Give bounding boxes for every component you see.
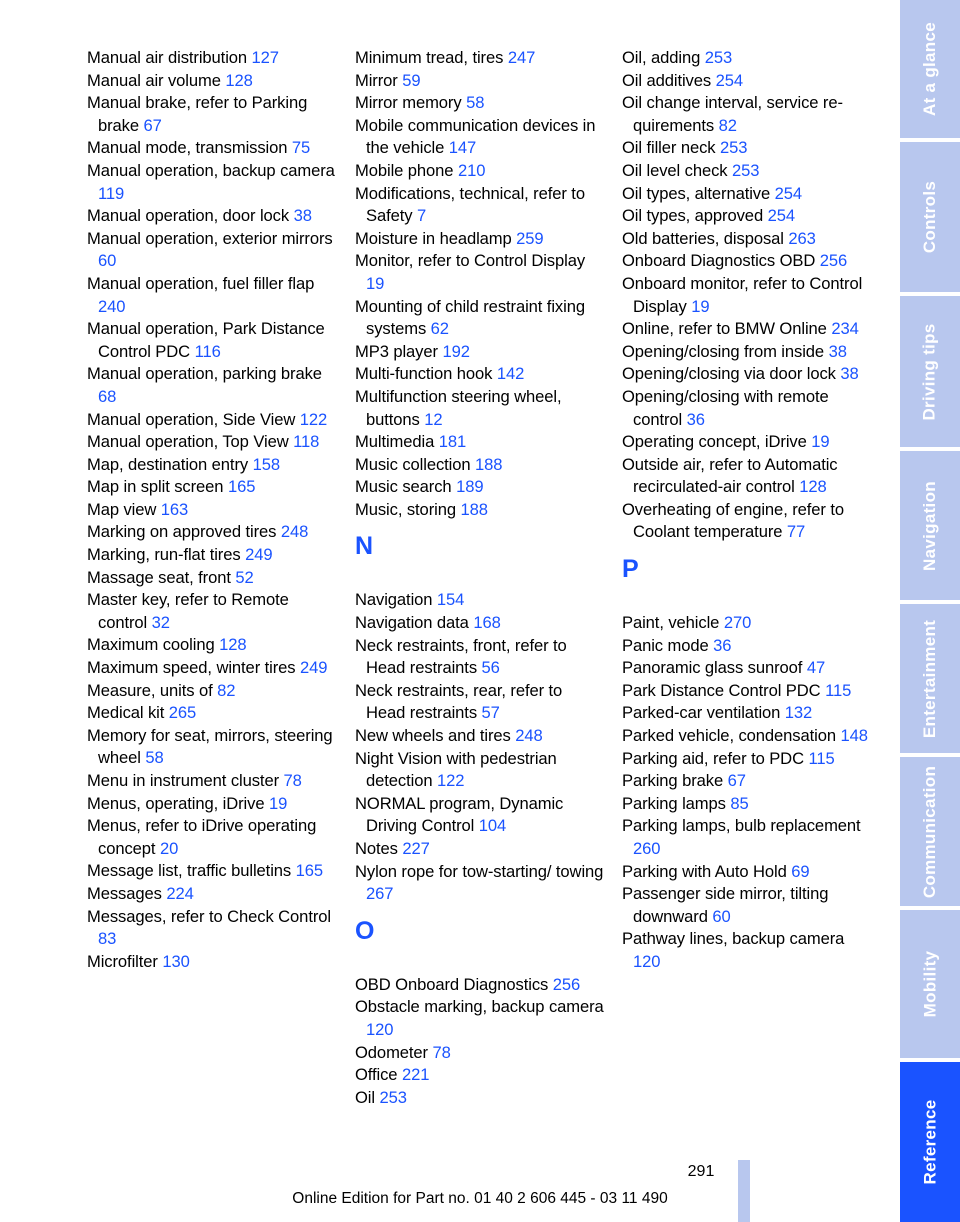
page-reference-link[interactable]: 36	[713, 635, 732, 655]
page-reference-link[interactable]: 104	[478, 816, 507, 836]
index-entry-term: Oil filler neck	[622, 138, 720, 158]
index-entry	[622, 160, 872, 183]
page-reference-link[interactable]: 253	[732, 160, 760, 180]
page-reference-link[interactable]: 82	[217, 680, 236, 700]
index-entry-term: Manual operation, fuel filler flap	[87, 273, 315, 293]
index-entry	[355, 160, 605, 183]
index-entry	[87, 883, 337, 906]
index-entry	[87, 47, 337, 70]
index-entry	[622, 386, 872, 431]
index-entry-term: Park Distance Control PDC	[622, 680, 826, 700]
index-entry	[87, 137, 337, 160]
index-entry	[87, 521, 337, 544]
index-entry-term: Multi-function hook	[355, 364, 497, 384]
page-reference-link[interactable]: 67	[727, 771, 746, 791]
page-reference-link[interactable]: 130	[162, 951, 190, 971]
index-entry-term: Mirror	[355, 70, 403, 90]
index-column-1	[87, 47, 337, 973]
page-reference-link[interactable]: 20	[159, 838, 179, 858]
index-entry-term: Nylon rope for tow-starting/ towing	[355, 861, 604, 881]
page-reference-link[interactable]: 19	[366, 273, 385, 293]
index-entry-term: Office	[355, 1065, 402, 1085]
index-entry-term: Music search	[355, 477, 457, 497]
page-reference-link[interactable]: 32	[151, 612, 170, 632]
page-reference-link[interactable]: 188	[460, 499, 488, 519]
page-reference-link[interactable]: 221	[401, 1065, 430, 1085]
page-reference-link[interactable]: 67	[143, 115, 162, 135]
index-entry	[87, 70, 337, 93]
page-reference-link[interactable]: 59	[402, 70, 421, 90]
index-entry	[87, 951, 337, 974]
tab-label: Entertainment	[920, 619, 940, 738]
index-entry	[622, 793, 872, 816]
index-entry-term: Map, destination entry	[87, 454, 253, 474]
index-entry-term: Monitor, refer to Control Display	[355, 251, 586, 271]
page-reference-link[interactable]: 120	[366, 1019, 394, 1039]
index-entry	[87, 567, 337, 590]
index-entry-term: Messages, refer to Check Control	[87, 906, 331, 926]
index-entry-term: Menu in instrument cluster	[87, 771, 284, 790]
index-entry-term: Odometer	[355, 1042, 433, 1062]
page-reference-link[interactable]: 75	[291, 138, 311, 158]
index-entry-term: Opening/closing from inside	[622, 341, 829, 361]
index-entry	[622, 680, 872, 703]
index-entry	[355, 589, 605, 612]
index-entry	[87, 92, 337, 137]
index-entry	[355, 183, 605, 228]
index-entry-term: Mobile phone	[355, 160, 458, 180]
page-reference-link[interactable]: 240	[98, 296, 126, 316]
index-entry-term: Moisture in headlamp	[355, 228, 517, 248]
index-entry	[355, 386, 605, 431]
page-reference-link[interactable]: 270	[723, 613, 752, 633]
index-entry	[87, 906, 337, 951]
index-entry	[622, 748, 872, 771]
index-entry	[622, 183, 872, 206]
index-entry	[87, 409, 337, 432]
index-entry	[87, 228, 337, 273]
tab-label: Navigation	[920, 480, 939, 571]
index-entry-term: Multimedia	[355, 432, 439, 452]
index-entry	[87, 431, 337, 454]
page-reference-link[interactable]: 142	[496, 364, 525, 384]
index-entry-term: Paint, vehicle	[622, 613, 724, 633]
index-entry-term: Minimum tread, tires	[355, 48, 508, 67]
page-number: 291	[687, 1163, 715, 1180]
index-entry-term: Parking aid, refer to PDC	[622, 748, 809, 768]
index-entry-term: Night Vision with pedestrian detection	[355, 748, 557, 791]
index-entry	[622, 431, 872, 454]
page-reference-link[interactable]: 68	[98, 386, 117, 406]
tab-entertainment[interactable]	[900, 604, 960, 753]
page-reference-link[interactable]: 119	[98, 183, 125, 203]
index-entry-term: Online, refer to BMW Online	[622, 319, 832, 339]
index-entry-term: Modifications, technical, refer to Safety	[355, 183, 585, 226]
page-reference-link[interactable]: 267	[366, 884, 394, 904]
page-reference-link[interactable]: 148	[840, 726, 868, 746]
index-entry-term: Menus, operating, iDrive	[87, 793, 269, 813]
index-entry	[622, 205, 872, 228]
page-reference-link[interactable]: 122	[436, 771, 465, 791]
index-entry	[87, 318, 337, 363]
index-entry	[355, 363, 605, 386]
page-reference-link[interactable]: 181	[438, 432, 467, 452]
page-reference-link[interactable]: 38	[840, 364, 859, 384]
page-reference-link[interactable]: 82	[718, 115, 737, 135]
index-entry-term: Parking with Auto Hold	[622, 861, 792, 881]
tab-navigation[interactable]	[900, 451, 960, 600]
index-entry-term: Neck restraints, rear, refer to Head restraints	[355, 680, 563, 723]
index-entry-term: Mounting of child restraint fixing systems	[355, 296, 585, 339]
index-entry-term: Oil level check	[622, 160, 732, 180]
page-reference-link[interactable]: 69	[791, 861, 810, 881]
index-entry	[355, 1042, 605, 1065]
index-entry	[87, 860, 337, 883]
page-reference-link[interactable]: 224	[166, 883, 194, 903]
index-entry-term: Outside air, refer to Automatic recirculated-air control	[622, 454, 838, 497]
index-entry-term: Maximum speed, winter tires	[87, 658, 300, 678]
page-reference-link[interactable]: 120	[633, 951, 661, 971]
page-reference-link[interactable]: 127	[251, 48, 279, 67]
index-entry-term: Manual air volume	[87, 70, 226, 90]
page-reference-link[interactable]: 227	[402, 839, 430, 858]
index-entry	[355, 47, 605, 70]
tab-label: At a glance	[920, 22, 939, 116]
tab-mobility[interactable]	[900, 910, 960, 1058]
index-entry	[622, 318, 872, 341]
index-entry	[87, 205, 337, 228]
index-entry-term: Manual operation, Side View	[87, 409, 300, 429]
index-column-3	[622, 47, 872, 974]
index-entry-term: Manual operation, parking brake	[87, 364, 322, 384]
index-entry	[355, 70, 605, 93]
page-reference-link[interactable]: 77	[786, 522, 806, 542]
index-entry	[622, 883, 872, 928]
page-reference-link[interactable]: 260	[633, 839, 661, 858]
page-reference-link[interactable]: 165	[227, 477, 256, 497]
index-entry	[622, 341, 872, 364]
page-reference-link[interactable]: 234	[831, 319, 859, 339]
index-entry	[622, 635, 872, 658]
index-entry-term: Oil types, approved	[622, 206, 768, 226]
index-entry	[355, 115, 605, 160]
index-column-2	[355, 47, 605, 1109]
page-reference-link[interactable]: 78	[283, 771, 302, 790]
page-reference-link[interactable]: 38	[293, 206, 312, 226]
index-entry	[355, 250, 605, 295]
index-entry-term: Parking brake	[622, 771, 728, 791]
index-entry-term: MP3 player	[355, 341, 443, 361]
index-entry	[622, 499, 872, 544]
page-reference-link[interactable]: 12	[424, 409, 443, 429]
index-entry	[355, 454, 605, 477]
section-letter-o: O	[355, 916, 375, 945]
index-entry-term: Manual operation, Top View	[87, 432, 294, 452]
index-entry	[622, 363, 872, 386]
page-reference-link[interactable]: 189	[456, 477, 484, 497]
index-entry-term: Oil additives	[622, 70, 716, 90]
page-reference-link[interactable]: 254	[767, 206, 795, 226]
page-reference-link[interactable]: 19	[691, 296, 710, 316]
index-entry	[622, 250, 872, 273]
index-entry-term: Manual operation, backup camera	[87, 160, 335, 180]
index-entry-term: Manual operation, exterior mirrors	[87, 228, 333, 248]
index-entry-term: Pathway lines, backup camera	[622, 929, 845, 949]
page-reference-link[interactable]: 249	[299, 658, 328, 678]
tab-communication[interactable]	[900, 757, 960, 906]
page-reference-link[interactable]: 263	[788, 228, 816, 248]
index-entry	[622, 137, 872, 160]
index-entry-term: Message list, traffic bulletins	[87, 861, 296, 881]
index-entry-term: Map in split screen	[87, 477, 228, 497]
index-entry-term: Messages	[87, 883, 167, 903]
index-entry	[355, 974, 605, 997]
page-reference-link[interactable]: 47	[806, 658, 826, 678]
index-entry-term: Microfilter	[87, 951, 163, 971]
page-reference-link[interactable]: 62	[430, 319, 449, 339]
index-entry-term: Parked-car ventilation	[622, 703, 785, 723]
page-reference-link[interactable]: 85	[730, 793, 749, 813]
index-entry	[622, 815, 872, 860]
page-reference-link[interactable]: 115	[825, 680, 852, 700]
section-letter-p: P	[622, 555, 639, 584]
page-reference-link[interactable]: 188	[475, 454, 503, 474]
page-reference-link[interactable]: 128	[225, 70, 253, 90]
page-reference-link[interactable]: 115	[808, 748, 835, 768]
page-reference-link[interactable]: 83	[98, 929, 117, 949]
index-entry	[622, 612, 872, 635]
index-entry	[87, 544, 337, 567]
index-entry	[355, 635, 605, 680]
page-reference-link[interactable]: 158	[252, 454, 280, 474]
index-entry-term: Oil types, alternative	[622, 183, 775, 203]
index-entry-term: New wheels and tires	[355, 726, 516, 746]
index-entry	[87, 634, 337, 657]
index-entry-term: Operating concept, iDrive	[622, 432, 812, 452]
page-reference-link[interactable]: 7	[416, 206, 427, 226]
page-reference-link[interactable]: 38	[828, 341, 847, 361]
index-entry	[355, 996, 605, 1041]
index-entry	[355, 296, 605, 341]
index-entry-term: Manual mode, transmission	[87, 138, 292, 158]
index-entry-term: Music collection	[355, 454, 476, 474]
page-reference-link[interactable]: 192	[442, 341, 470, 361]
index-entry-term: Maximum cooling	[87, 635, 220, 655]
index-entry	[355, 499, 605, 522]
index-entry	[355, 861, 605, 906]
index-entry	[87, 499, 337, 522]
index-entry-term: Medical kit	[87, 703, 169, 723]
index-entry-term: NORMAL program, Dynamic Driving Control	[355, 793, 564, 836]
index-entry	[355, 431, 605, 454]
index-entry	[622, 770, 872, 793]
tab-driving-tips[interactable]	[900, 296, 960, 447]
page-reference-link[interactable]: 248	[515, 726, 543, 746]
index-entry-term: Overheating of engine, refer to Coolant temperature	[622, 499, 844, 542]
index-entry-term: Manual air distribution	[87, 48, 252, 67]
page-reference-link[interactable]: 163	[160, 499, 189, 519]
index-entry	[355, 793, 605, 838]
index-entry	[622, 657, 872, 680]
page-reference-link[interactable]: 249	[245, 545, 273, 565]
index-entry-term: Oil change interval, service requirements	[622, 93, 844, 135]
index-entry	[87, 160, 337, 205]
page-reference-link[interactable]: 256	[552, 974, 581, 994]
index-entry-term: Navigation	[355, 590, 437, 610]
index-entry	[87, 793, 337, 816]
index-entry-term: Obstacle marking, backup camera	[355, 997, 604, 1017]
index-entry-term: Marking, run-flat tires	[87, 545, 246, 565]
page-reference-link[interactable]: 19	[268, 793, 288, 813]
index-entry	[87, 725, 337, 770]
index-entry-term: Panic mode	[622, 635, 714, 655]
index-entry	[622, 861, 872, 884]
index-entry-term: Mobile communication devices in the vehicle	[355, 115, 596, 158]
page-reference-link[interactable]: 248	[280, 522, 309, 542]
index-entry-term: Multifunction steering wheel, buttons	[355, 386, 562, 429]
index-entry	[622, 725, 872, 748]
tab-label: Communication	[920, 765, 940, 898]
index-entry	[87, 702, 337, 725]
tab-label: Mobility	[920, 950, 939, 1018]
page-reference-link[interactable]: 256	[819, 251, 848, 271]
index-entry-term: Oil	[355, 1087, 380, 1107]
index-entry	[622, 273, 872, 318]
index-entry-term: Panoramic glass sunroof	[622, 658, 807, 678]
page-reference-link[interactable]: 253	[720, 138, 748, 158]
index-entry	[622, 454, 872, 499]
page-reference-link[interactable]: 253	[379, 1087, 407, 1107]
page-reference-link[interactable]: 58	[145, 748, 164, 768]
tab-label: Reference	[920, 1099, 940, 1185]
index-entry-term: Passenger side mirror, tilting downward	[622, 884, 829, 926]
index-entry	[87, 657, 337, 680]
index-entry-term: Music, storing	[355, 499, 461, 519]
index-entry	[355, 838, 605, 861]
index-entry	[355, 748, 605, 793]
index-entry	[87, 273, 337, 318]
index-entry-term: Navigation data	[355, 613, 474, 633]
index-entry-term: Measure, units of	[87, 680, 218, 700]
page-reference-link[interactable]: 78	[432, 1042, 451, 1062]
index-entry	[622, 228, 872, 251]
index-entry-term: Onboard Diagnostics OBD	[622, 251, 820, 271]
index-entry-term: Parking lamps, bulb replacement	[622, 816, 861, 836]
page-reference-link[interactable]: 36	[686, 409, 705, 429]
index-entry-term: Memory for seat, mirrors, steering wheel	[87, 725, 333, 768]
page-reference-link[interactable]: 57	[481, 703, 500, 723]
index-entry-term: Parking lamps	[622, 793, 731, 813]
page-reference-link[interactable]: 122	[299, 409, 328, 429]
index-entry-term: Parked vehicle, condensation	[622, 726, 841, 746]
page-reference-link[interactable]: 52	[235, 567, 254, 587]
index-entry	[87, 815, 337, 860]
index-entry-term: OBD Onboard Diagnostics	[355, 974, 553, 994]
index-entry	[87, 454, 337, 477]
index-entry	[355, 612, 605, 635]
tab-label: Driving tips	[920, 322, 940, 421]
index-entry-term: Notes	[355, 839, 403, 858]
tab-controls[interactable]	[900, 142, 960, 292]
page-reference-link[interactable]: 132	[784, 703, 813, 723]
index-entry	[355, 476, 605, 499]
index-entry-term: Opening/closing via door lock	[622, 364, 841, 384]
index-entry	[622, 702, 872, 725]
index-entry	[87, 363, 337, 408]
page-reference-link[interactable]: 259	[516, 228, 544, 248]
index-entry	[622, 92, 872, 137]
index-entry	[355, 228, 605, 251]
page-reference-link[interactable]: 128	[799, 477, 827, 497]
page-reference-link[interactable]: 254	[715, 70, 743, 90]
page-reference-link[interactable]: 210	[457, 160, 486, 180]
page-reference-link[interactable]: 154	[436, 590, 465, 610]
index-entry-term: Manual brake, refer to Parking brake	[87, 93, 308, 135]
index-entry-term: Menus, refer to iDrive operating concept	[87, 816, 317, 858]
tab-at-a-glance[interactable]	[900, 0, 960, 138]
page-reference-link[interactable]: 147	[448, 138, 477, 158]
index-entry	[87, 476, 337, 499]
footer-edition-note: Online Edition for Part no. 01 40 2 606 445 - 03 11 490	[292, 1190, 668, 1207]
page-reference-link[interactable]: 60	[712, 906, 731, 926]
index-entry-term: Neck restraints, front, refer to Head restraints	[355, 635, 567, 678]
index-entry-term: Map view	[87, 499, 161, 519]
index-entry-term: Oil, adding	[622, 48, 705, 67]
page-reference-link[interactable]: 58	[466, 93, 485, 113]
index-entry	[355, 680, 605, 725]
section-letter-n: N	[355, 532, 374, 561]
index-entry	[87, 589, 337, 634]
page-reference-link[interactable]: 265	[168, 703, 197, 723]
page-reference-link[interactable]: 116	[194, 341, 221, 361]
page-reference-link[interactable]: 60	[98, 251, 117, 271]
page-reference-link[interactable]: 247	[507, 48, 536, 67]
index-entry-term: Massage seat, front	[87, 567, 236, 587]
tab-label: Controls	[920, 180, 940, 254]
index-entry-term: Manual operation, Park Distance Control PDC	[87, 319, 325, 361]
page-reference-link[interactable]: 19	[811, 432, 830, 452]
index-entry-term: Master key, refer to Remote control	[87, 590, 289, 632]
index-entry	[87, 680, 337, 703]
index-entry	[355, 341, 605, 364]
index-entry-term: Onboard monitor, refer to Control Display	[622, 273, 863, 316]
index-entry	[622, 47, 872, 70]
index-entry	[622, 70, 872, 93]
page-reference-link[interactable]: 118	[293, 432, 320, 452]
index-entry	[355, 725, 605, 748]
index-entry	[622, 928, 872, 973]
index-entry	[355, 1087, 605, 1110]
section-sidebar	[900, 0, 960, 1222]
index-entry-term: Mirror memory	[355, 93, 467, 113]
page-reference-link[interactable]: 165	[295, 861, 324, 881]
page-reference-link[interactable]: 254	[774, 183, 803, 203]
index-entry	[355, 92, 605, 115]
index-entry-term: Marking on approved tires	[87, 522, 281, 542]
page-reference-link[interactable]: 56	[481, 658, 500, 678]
index-entry-term: Manual operation, door lock	[87, 206, 294, 226]
page-reference-link[interactable]: 253	[704, 48, 733, 67]
index-entry	[355, 1064, 605, 1087]
index-entry-term: Opening/closing with remote control	[622, 386, 829, 429]
page-reference-link[interactable]: 168	[473, 613, 501, 633]
index-entry-term: Old batteries, disposal	[622, 228, 789, 248]
index-entry	[87, 770, 337, 793]
page-reference-link[interactable]: 128	[219, 635, 247, 655]
